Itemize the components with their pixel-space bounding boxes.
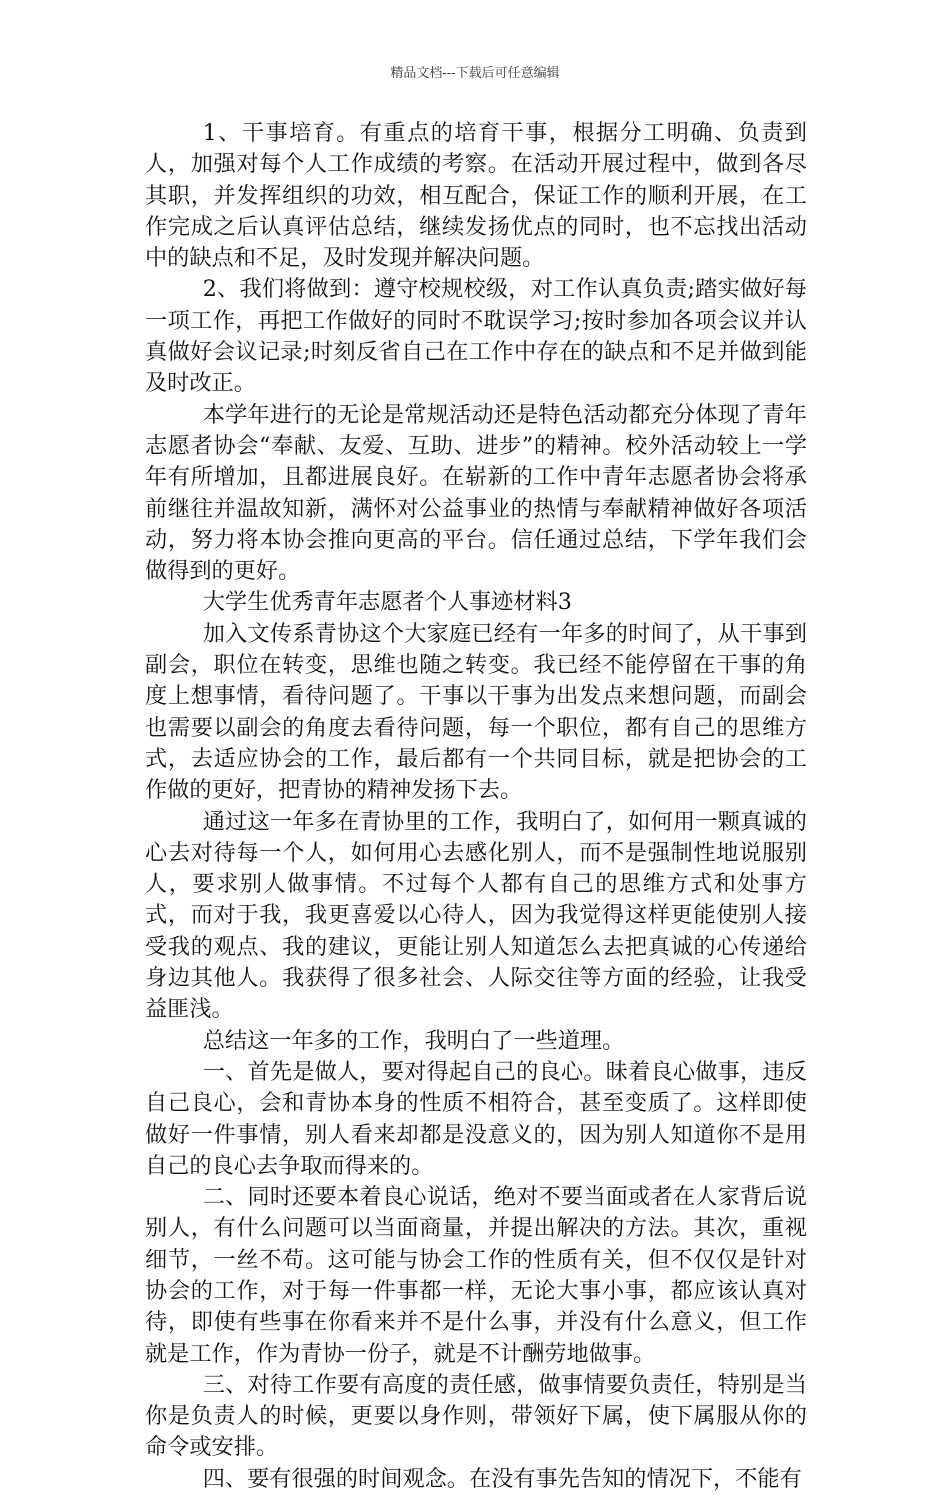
paragraph-lessons: 通过这一年多在青协里的工作，我明白了，如何用一颗真诚的心去对待每一个人，如何用心去感化别人，而不是强制性地说服别人，要求别人做事情。不过每个人都有自己的思维方式和处事方式，而对于我，我更喜爱以心待人，因为我觉得这样更能使别人接受我的观点、我的建议，更能让别人知道怎么去把真诚的心传递给身边其他人。我获得了很多社会、人际交往等方面的经验，让我受益匪浅。: [145, 808, 807, 1023]
paragraph-cadre-training: 1、干事培育。有重点的培育干事，根据分工明确、负责到人，加强对每个人工作成绩的考察。在活动开展过程中，做到各尽其职，并发挥组织的功效，相互配合，保证工作的顺利开展，在工作完成之后认真评估总结，继续发扬优点的同时，也不忘找出活动中的缺点和不足，及时发现并解决问题。: [145, 120, 807, 272]
paragraph-point-two: 二、同时还要本着良心说话，绝对不要当面或者在人家背后说别人，有什么问题可以当面商量，并提出解决的方法。其次，重视细节，一丝不苟。这可能与协会工作的性质有关，但不仅仅是针对协会的工作，对于每一件事都一样，无论大事小事，都应该认真对待，即使有些事在你看来并不是什么事，并没有什么意义，但工作就是工作，作为青协一份子，就是不计酬劳地做事。: [145, 1184, 807, 1367]
paragraph-commitments: 2、我们将做到：遵守校规校级，对工作认真负责;踏实做好每一项工作，再把工作做好的同时不耽误学习;按时参加各项会议并认真做好会议记录;时刻反省自己在工作中存在的缺点和不足并做到能及时改正。: [145, 276, 807, 397]
paragraph-year-summary: 本学年进行的无论是常规活动还是特色活动都充分体现了青年志愿者协会“奉献、友爱、互助、进步”的精神。校外活动较上一学年有所增加，且都进展良好。在崭新的工作中青年志愿者协会将承前继往并温故知新，满怀对公益事业的热情与奉献精神做好各项活动，努力将本协会推向更高的平台。信任通过总结，下学年我们会做得到的更好。: [145, 401, 807, 585]
document-body: [145, 118, 807, 1495]
paragraph-point-one: 一、首先是做人，要对得起自己的良心。昧着良心做事，违反自己良心，会和青协本身的性质不相符合，甚至变质了。这样即使做好一件事情，别人看来却都是没意义的，因为别人知道你不是用自己的良心去争取而得来的。: [145, 1058, 807, 1179]
paragraph-summary-intro: 总结这一年多的工作，我明白了一些道理。: [202, 1027, 625, 1054]
paragraph-point-four: 四、要有很强的时间观念。在没有事先告知的情况下，不能有: [202, 1465, 802, 1492]
paragraph-point-three: 三、对待工作要有高度的责任感，做事情要负责任，特别是当你是负责人的时候，更要以身作则，带领好下属，使下属服从你的命令或安排。: [145, 1371, 807, 1461]
section-title: 大学生优秀青年志愿者个人事迹材料3: [202, 589, 572, 616]
paragraph-joining: 加入文传系青协这个大家庭已经有一年多的时间了，从干事到副会，职位在转变，思维也随之转变。我已经不能停留在干事的角度上想事情，看待问题了。干事以干事为出发点来想问题，而副会也需要以副会的角度去看待问题，每一个职位，都有自己的思维方式，去适应协会的工作，最后都有一个共同目标，就是把协会的工作做的更好，把青协的精神发扬下去。: [145, 620, 807, 804]
page-header: 精品文档---下载后可任意编辑: [390, 66, 560, 81]
